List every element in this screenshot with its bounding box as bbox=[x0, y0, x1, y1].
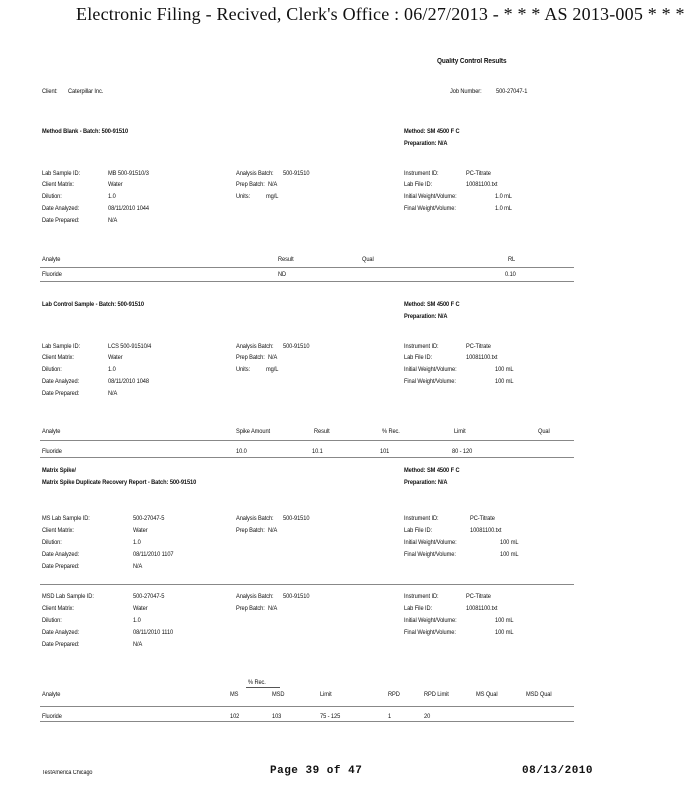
ms-value: 500-27047-5 bbox=[133, 515, 165, 522]
msd-inst-label: Final Weight/Volume: bbox=[404, 629, 456, 636]
ms-value: 1.0 bbox=[133, 539, 141, 546]
lcs-value: N/A bbox=[108, 390, 118, 397]
ms-inst-value: 10081100.txt bbox=[470, 527, 502, 534]
lcs-cell-spike: 10.0 bbox=[236, 448, 247, 455]
lcs-header-rule bbox=[40, 440, 574, 441]
msd-label: Client Matrix: bbox=[42, 605, 74, 612]
mb-row-rule bbox=[40, 281, 574, 282]
lcs-inst-value: PC-Titrate bbox=[466, 343, 491, 350]
footer-page-number: Page 39 of 47 bbox=[270, 765, 363, 777]
ms-inst-value: PC-Titrate bbox=[470, 515, 495, 522]
msd-label: Dilution: bbox=[42, 617, 62, 624]
ms-mid-label: Prep Batch: bbox=[236, 527, 265, 534]
msd-label: MSD Lab Sample ID: bbox=[42, 593, 94, 600]
msd-mid-value: 500-91510 bbox=[283, 593, 310, 600]
lcs-col-header: Analyte bbox=[42, 428, 61, 435]
msd-mid-value: N/A bbox=[268, 605, 278, 612]
msd-inst-value: PC-Titrate bbox=[466, 593, 491, 600]
lcs-col-header: Qual bbox=[538, 428, 550, 435]
ms-inst-label: Lab File ID: bbox=[404, 527, 433, 534]
ms-label: Date Prepared: bbox=[42, 563, 80, 570]
mb-inst-value: 10081100.txt bbox=[466, 181, 498, 188]
mb-value: 1.0 bbox=[108, 193, 116, 200]
ms-rec-group-rule bbox=[246, 687, 280, 688]
ms-label: Client Matrix: bbox=[42, 527, 74, 534]
mb-header-rule bbox=[40, 267, 574, 268]
ms-label: MS Lab Sample ID: bbox=[42, 515, 90, 522]
lcs-inst-value: 100 mL bbox=[495, 366, 514, 373]
mb-value: MB 500-91510/3 bbox=[108, 170, 149, 177]
lcs-inst-value: 100 mL bbox=[495, 378, 514, 385]
ms-cell-rpd: 1 bbox=[388, 713, 392, 720]
msd-inst-label: Initial Weight/Volume: bbox=[404, 617, 457, 624]
msd-value: 1.0 bbox=[133, 617, 141, 624]
ms-cell-msd: 103 bbox=[272, 713, 282, 720]
lcs-value: LCS 500-91510/4 bbox=[108, 343, 152, 350]
msd-inst-value: 100 mL bbox=[495, 629, 514, 636]
mb-inst-label: Lab File ID: bbox=[404, 181, 433, 188]
ms-inst-label: Initial Weight/Volume: bbox=[404, 539, 457, 546]
msd-value: 08/11/2010 1110 bbox=[133, 629, 174, 636]
lcs-inst-label: Final Weight/Volume: bbox=[404, 378, 456, 385]
ms-method: Method: SM 4500 F C bbox=[404, 467, 460, 474]
mb-mid-label: Prep Batch: bbox=[236, 181, 265, 188]
ms-msd-divider bbox=[40, 584, 574, 585]
lcs-inst-label: Instrument ID: bbox=[404, 343, 439, 350]
mb-value: Water bbox=[108, 181, 123, 188]
mb-inst-value: 1.0 mL bbox=[495, 205, 512, 212]
ms-header-rule bbox=[40, 706, 574, 707]
mb-label: Dilution: bbox=[42, 193, 62, 200]
lcs-mid-label: Prep Batch: bbox=[236, 354, 265, 361]
msd-value: 500-27047-5 bbox=[133, 593, 165, 600]
mb-mid-label: Analysis Batch: bbox=[236, 170, 274, 177]
msd-label: Date Prepared: bbox=[42, 641, 80, 648]
msd-inst-label: Instrument ID: bbox=[404, 593, 439, 600]
mb-col-header: Qual bbox=[362, 256, 374, 263]
lcs-method: Method: SM 4500 F C bbox=[404, 301, 460, 308]
client-name: Caterpillar Inc. bbox=[68, 88, 104, 95]
mb-cell-rl: 0.10 bbox=[505, 271, 516, 278]
mb-inst-label: Final Weight/Volume: bbox=[404, 205, 456, 212]
lcs-col-header: Result bbox=[314, 428, 330, 435]
mb-inst-label: Initial Weight/Volume: bbox=[404, 193, 457, 200]
mb-label: Date Analyzed: bbox=[42, 205, 80, 212]
lcs-mid-label: Units: bbox=[236, 366, 251, 373]
ms-col-header: RPD Limit bbox=[424, 691, 449, 698]
ms-cell-ms: 102 bbox=[230, 713, 240, 720]
mb-title: Method Blank - Batch: 500-91510 bbox=[42, 128, 129, 135]
ms-mid-label: Analysis Batch: bbox=[236, 515, 274, 522]
ms-title-1: Matrix Spike/ bbox=[42, 467, 76, 474]
mb-value: 08/11/2010 1044 bbox=[108, 205, 149, 212]
lcs-inst-value: 10081100.txt bbox=[466, 354, 498, 361]
ms-inst-value: 100 mL bbox=[500, 551, 519, 558]
ms-mid-value: N/A bbox=[268, 527, 278, 534]
msd-label: Date Analyzed: bbox=[42, 629, 80, 636]
lcs-mid-value: N/A bbox=[268, 354, 278, 361]
ms-title-2: Matrix Spike Duplicate Recovery Report - Batch: 500-91510 bbox=[42, 479, 197, 486]
msd-mid-label: Prep Batch: bbox=[236, 605, 265, 612]
lcs-mid-label: Analysis Batch: bbox=[236, 343, 274, 350]
mb-cell-result: ND bbox=[278, 271, 287, 278]
report-title: Quality Control Results bbox=[437, 58, 507, 65]
ms-prep: Preparation: N/A bbox=[404, 479, 448, 486]
lcs-label: Client Matrix: bbox=[42, 354, 74, 361]
lcs-col-header: % Rec. bbox=[382, 428, 400, 435]
lcs-col-header: Limit bbox=[454, 428, 466, 435]
lcs-label: Dilution: bbox=[42, 366, 62, 373]
ms-cell-limit: 75 - 125 bbox=[320, 713, 341, 720]
mb-label: Date Prepared: bbox=[42, 217, 80, 224]
client-label: Client: bbox=[42, 88, 58, 95]
lcs-label: Date Prepared: bbox=[42, 390, 80, 397]
mb-label: Lab Sample ID: bbox=[42, 170, 80, 177]
ms-cell-analyte: Fluoride bbox=[42, 713, 62, 720]
ms-inst-value: 100 mL bbox=[500, 539, 519, 546]
lcs-col-header: Spike Amount bbox=[236, 428, 271, 435]
lcs-mid-value: 500-91510 bbox=[283, 343, 310, 350]
lcs-cell-result: 10.1 bbox=[312, 448, 323, 455]
ms-value: 08/11/2010 1107 bbox=[133, 551, 174, 558]
msd-inst-value: 100 mL bbox=[495, 617, 514, 624]
mb-col-header: RL bbox=[508, 256, 516, 263]
lcs-cell-limit: 80 - 120 bbox=[452, 448, 473, 455]
lcs-label: Lab Sample ID: bbox=[42, 343, 80, 350]
lcs-value: 1.0 bbox=[108, 366, 116, 373]
ms-col-header: Analyte bbox=[42, 691, 61, 698]
mb-inst-value: PC-Titrate bbox=[466, 170, 491, 177]
ms-cell-rpd-limit: 20 bbox=[424, 713, 431, 720]
ms-rec-group-label: % Rec. bbox=[248, 679, 266, 686]
job-number: 500-27047-1 bbox=[496, 88, 528, 95]
mb-mid-value: 500-91510 bbox=[283, 170, 310, 177]
lcs-prep: Preparation: N/A bbox=[404, 313, 448, 320]
ms-col-header: MSD bbox=[272, 691, 285, 698]
lcs-value: 08/11/2010 1048 bbox=[108, 378, 149, 385]
msd-value: Water bbox=[133, 605, 148, 612]
mb-mid-value: N/A bbox=[268, 181, 278, 188]
lcs-title: Lab Control Sample - Batch: 500-91510 bbox=[42, 301, 144, 308]
ms-value: Water bbox=[133, 527, 148, 534]
lcs-label: Date Analyzed: bbox=[42, 378, 80, 385]
ms-label: Date Analyzed: bbox=[42, 551, 80, 558]
filing-banner: Electronic Filing - Recived, Clerk's Office : 06/27/2013 - * * * AS 2013-005 * * * bbox=[76, 4, 685, 24]
mb-col-header: Result bbox=[278, 256, 294, 263]
lcs-row-rule bbox=[40, 457, 574, 458]
ms-col-header: MS Qual bbox=[476, 691, 498, 698]
ms-col-header: RPD bbox=[388, 691, 400, 698]
lcs-value: Water bbox=[108, 354, 123, 361]
ms-row-rule bbox=[40, 721, 574, 722]
mb-label: Client Matrix: bbox=[42, 181, 74, 188]
mb-prep: Preparation: N/A bbox=[404, 140, 448, 147]
lcs-cell-rec: 101 bbox=[380, 448, 390, 455]
job-label: Job Number: bbox=[450, 88, 482, 95]
mb-value: N/A bbox=[108, 217, 118, 224]
ms-inst-label: Instrument ID: bbox=[404, 515, 439, 522]
msd-value: N/A bbox=[133, 641, 143, 648]
ms-mid-value: 500-91510 bbox=[283, 515, 310, 522]
mb-method: Method: SM 4500 F C bbox=[404, 128, 460, 135]
lcs-inst-label: Lab File ID: bbox=[404, 354, 433, 361]
mb-cell-analyte: Fluoride bbox=[42, 271, 62, 278]
ms-col-header: MSD Qual bbox=[526, 691, 552, 698]
msd-mid-label: Analysis Batch: bbox=[236, 593, 274, 600]
mb-inst-label: Instrument ID: bbox=[404, 170, 439, 177]
msd-inst-label: Lab File ID: bbox=[404, 605, 433, 612]
lcs-inst-label: Initial Weight/Volume: bbox=[404, 366, 457, 373]
mb-col-header: Analyte bbox=[42, 256, 61, 263]
ms-inst-label: Final Weight/Volume: bbox=[404, 551, 456, 558]
ms-col-header: Limit bbox=[320, 691, 332, 698]
footer-lab-name: TestAmerica Chicago bbox=[42, 770, 93, 776]
ms-label: Dilution: bbox=[42, 539, 62, 546]
mb-mid-value: mg/L bbox=[266, 193, 279, 200]
msd-inst-value: 10081100.txt bbox=[466, 605, 498, 612]
footer-date: 08/13/2010 bbox=[522, 765, 594, 777]
lcs-cell-analyte: Fluoride bbox=[42, 448, 62, 455]
ms-col-header: MS bbox=[230, 691, 239, 698]
mb-inst-value: 1.0 mL bbox=[495, 193, 512, 200]
ms-value: N/A bbox=[133, 563, 143, 570]
mb-mid-label: Units: bbox=[236, 193, 251, 200]
lcs-mid-value: mg/L bbox=[266, 366, 279, 373]
